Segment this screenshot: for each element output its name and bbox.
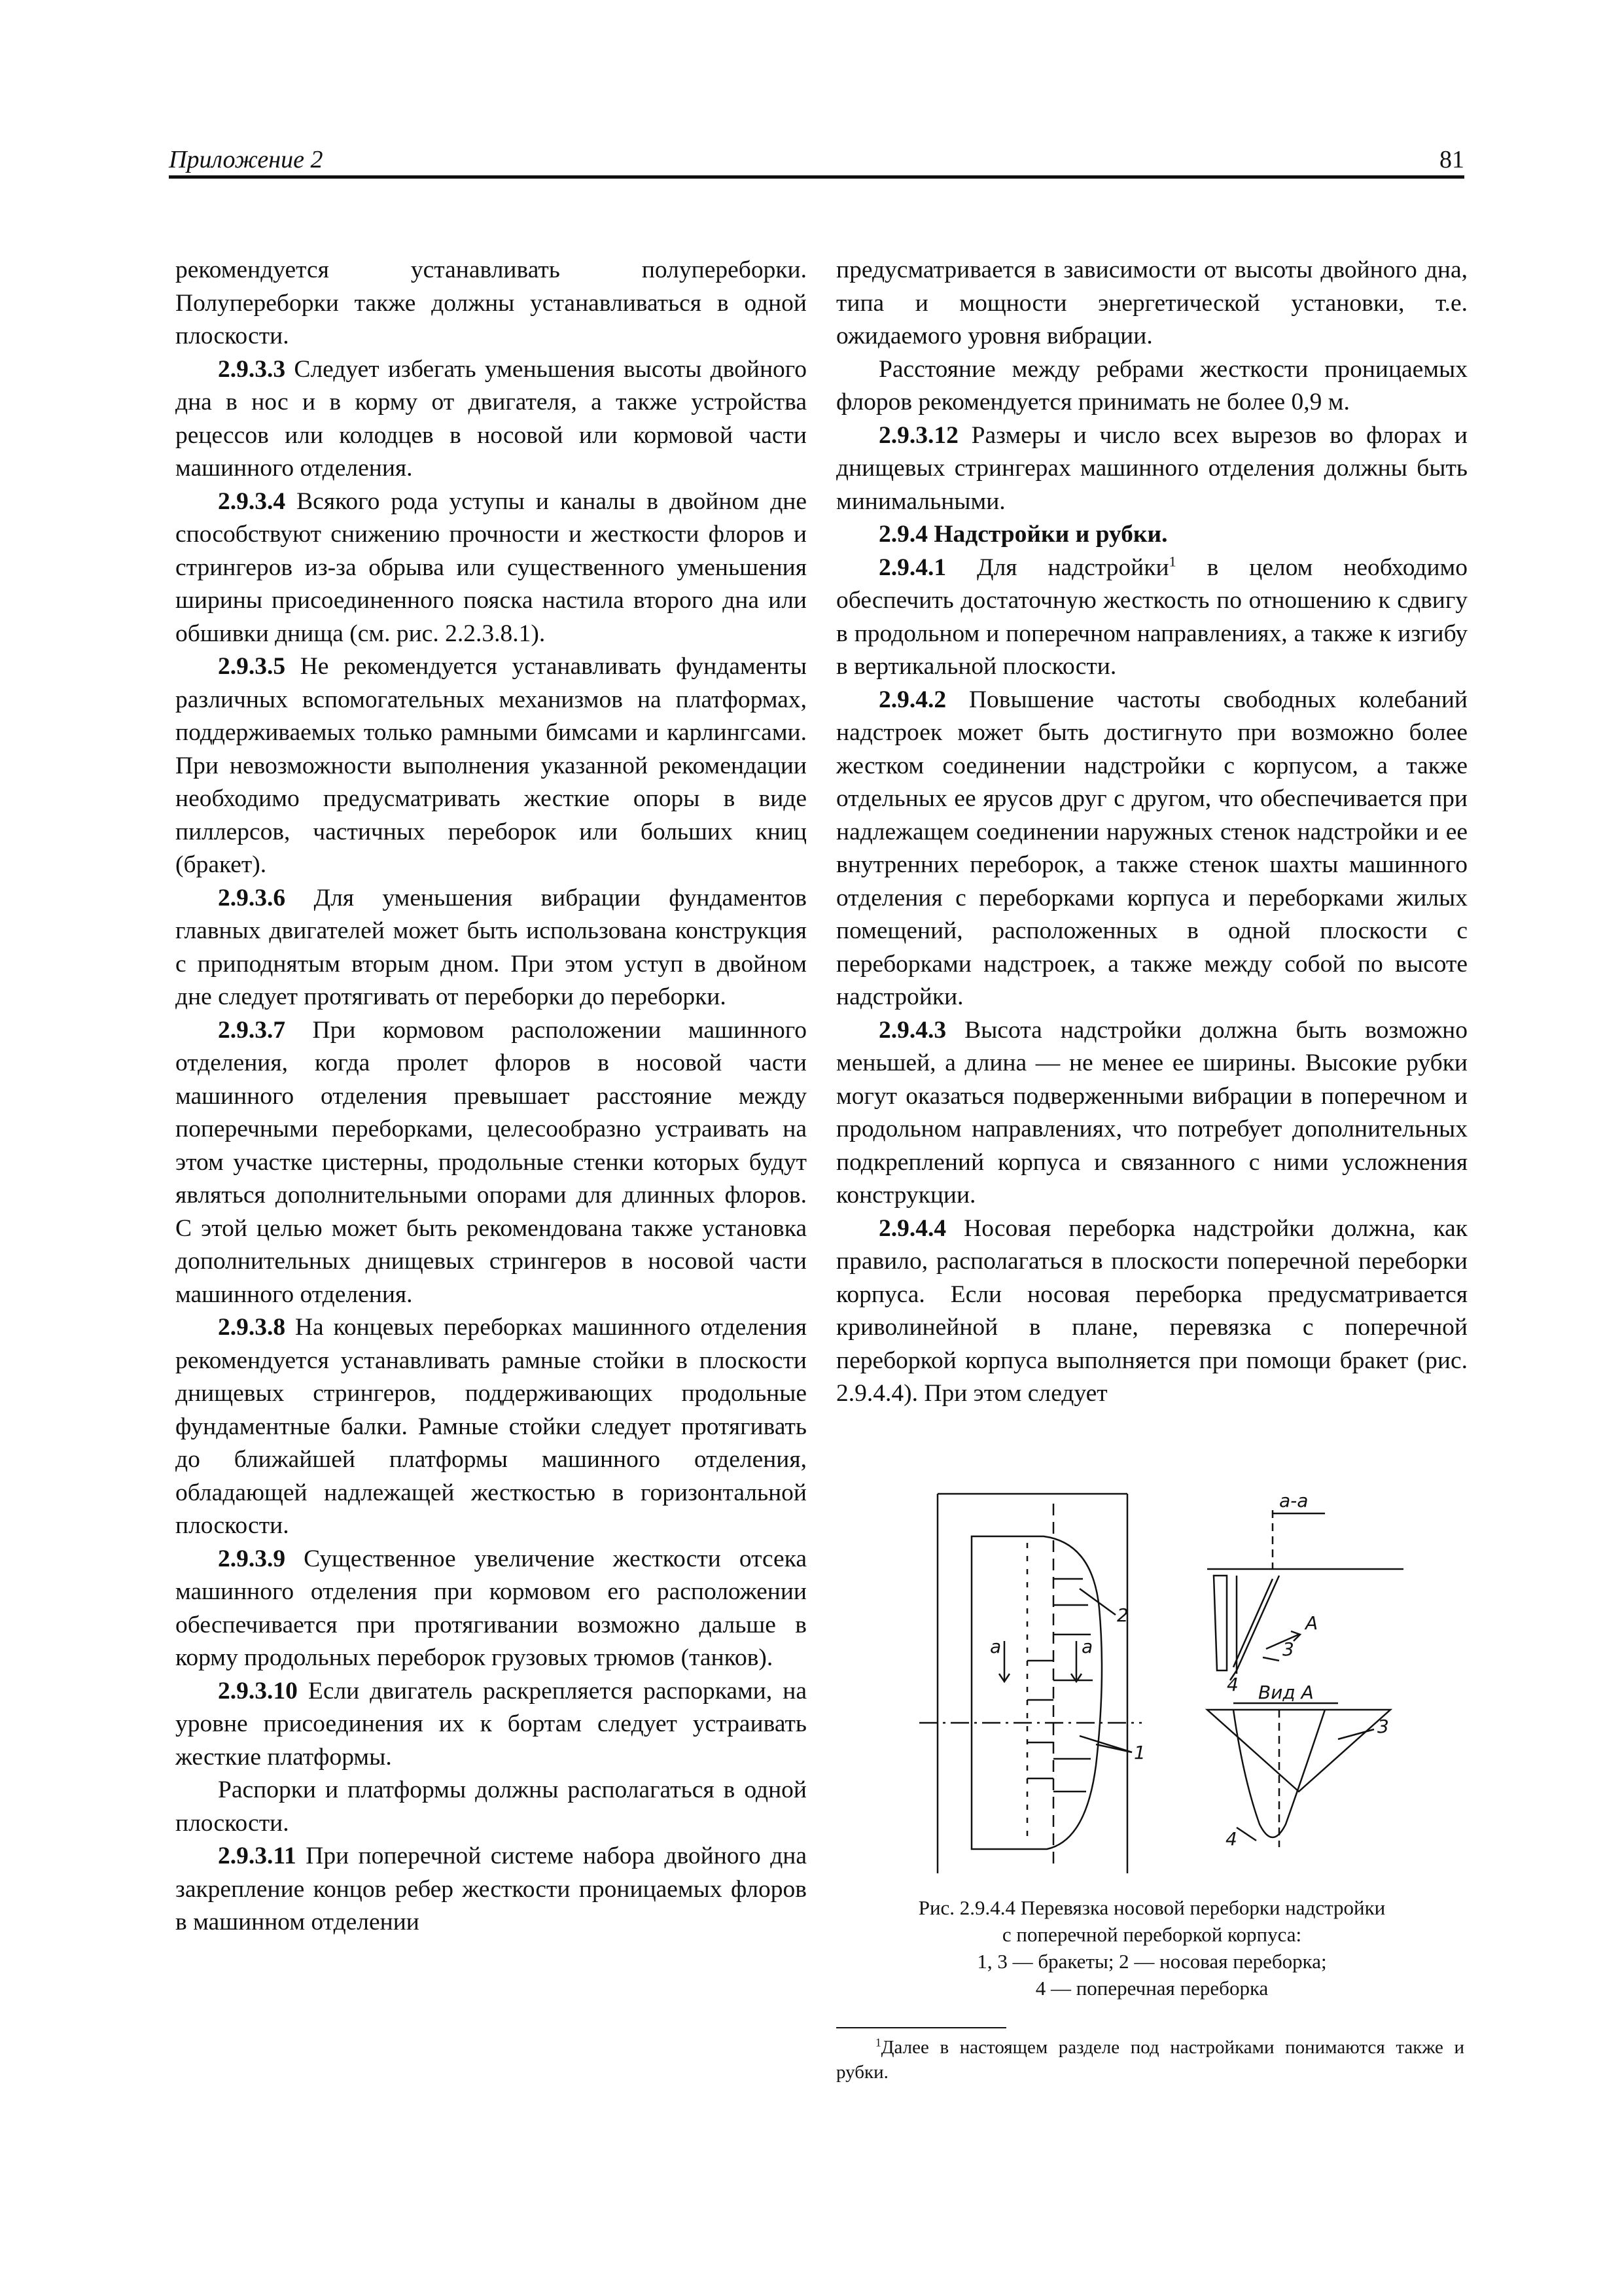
footnote — [836, 2035, 1464, 2085]
paragraph: 2.9.4.4 Носовая переборка надстройки должна, как правило, располагаться в плоскости поперечной переборки корпуса. Если носовая переборка предусматривается криволинейной в плане, перевязка с поперечной переборкой корпуса выполняется при помощи бракет (рис. 2.9.4.4). При этом следует — [836, 1214, 1468, 1407]
label-view: Вид А — [1258, 1682, 1314, 1703]
label-section: а-а — [1279, 1490, 1309, 1511]
paragraph: 2.9.3.4 Всякого рода уступы и каналы в двойном дне способствуют снижению прочности и жесткости флоров и стрингеров из-за обрыва или существенного уменьшения ширины присоединенного пояска настила второго дна или обшивки днища (см. рис. 2.2.3.8.1). — [175, 487, 807, 647]
page-number: 81 — [1439, 146, 1464, 173]
label-4b: 4 — [1225, 1828, 1237, 1850]
caption-line: с поперечной переборкой корпуса: — [1002, 1923, 1302, 1946]
footnote-ref: 1 — [1169, 553, 1176, 569]
paragraph: 2.9.3.10 Если двигатель раскрепляется распорками, на уровне присоединения их к бортам следует устраивать жесткие платформы. — [175, 1677, 807, 1771]
paragraph: 2.9.3.8 На концевых переборках машинного отделения рекомендуется устанавливать рамные стойки в плоскости днищевых стрингеров, поддерживающих продольные фундаментные балки. Рамные стойки следует протягивать до ближайшей платформы машинного отделения, обладающей надлежащей жесткостью в горизонтальной плоскости. — [175, 1314, 807, 1539]
header-title: Приложение 2 — [169, 146, 323, 173]
figure-caption — [836, 1894, 1468, 2002]
paragraph: 2.9.3.12 Размеры и число всех вырезов во флорах и днищевых стрингерах машинного отделения должны быть минимальными. — [836, 421, 1468, 515]
curved-bulkhead — [972, 1536, 1102, 1849]
left-column — [175, 254, 807, 1939]
paragraph: рекомендуется устанавливать полупереборки. Полупереборки также должны устанавливаться в одной плоскости. — [175, 256, 807, 349]
figure-drawing — [880, 1484, 1430, 1883]
header-rule — [169, 175, 1464, 179]
caption-line: 1, 3 — бракеты; 2 — носовая переборка; — [977, 1950, 1327, 1973]
paragraph: 2.9.3.7 При кормовом расположении машинного отделения, когда пролет флоров в носовой части машинного отделения превышает расстояние между поперечными переборками, целесообразно устраивать на этом участке цистерны, продольные стенки которых будут являться дополнительными опорами для длинных флоров. С этой целью может быть рекомендована также установка дополнительных днищевых стрингеров в носовой части машинного отделения. — [175, 1016, 807, 1308]
footnote-rule — [836, 2027, 1006, 2028]
section-heading: 2.9.4 Надстройки и рубки. — [879, 521, 1168, 548]
paragraph: предусматривается в зависимости от высоты двойного дна, типа и мощности энергетической установки, т.е. ожидаемого уровня вибрации. — [836, 256, 1468, 349]
paragraph: 2.9.3.9 Существенное увеличение жесткости отсека машинного отделения при кормовом его расположении обеспечивается при протягивании возможно дальше в корму продольных переборок грузовых трюмов (танков). — [175, 1545, 807, 1671]
paragraph: Распорки и платформы должны располагаться в одной плоскости. — [175, 1776, 807, 1837]
paragraph: 2.9.3.3 Следует избегать уменьшения высоты двойного дна в нос и в корму от двигателя, а также устройства рецессов или колодцев в носовой или кормовой части машинного отделения. — [175, 355, 807, 482]
paragraph: 2.9.4.2 Повышение частоты свободных колебаний надстроек может быть достигнуто при возможно более жестком соединении надстройки с корпусом, а также отдельных ее ярусов друг с другом, что обеспечивается при надлежащем соединении наружных стенок надстройки и ее внутренних переборок, а также стенок шахты машинного отделения с переборками корпуса и переборками жилых помещений, расположенных в одной плоскости с переборками надстроек, а также между собой по высоте надстройки. — [836, 686, 1468, 1010]
label-3a: 3 — [1282, 1638, 1294, 1660]
paragraph: 2.9.4.3 Высота надстройки должна быть возможно меньшей, а длина — не менее ее ширины. Высокие рубки могут оказаться подверженными вибрации в поперечном и продольном направлениях, что потребует дополнительных подкреплений корпуса и связанного с ними усложнения конструкции. — [836, 1016, 1468, 1209]
label-1: 1 — [1134, 1742, 1146, 1763]
footnote-text: Далее в настоящем разделе под настройками понимаются также и рубки. — [836, 2037, 1464, 2083]
label-2: 2 — [1117, 1604, 1129, 1626]
paragraph: Расстояние между ребрами жесткости проницаемых флоров рекомендуется принимать не более 0,9 м. — [836, 355, 1468, 415]
label-a-left: а — [990, 1636, 1002, 1657]
paragraph: 2.9.3.5 Не рекомендуется устанавливать фундаменты различных вспомогательных механизмов на платформах, поддерживаемых только рамными бимсами и карлингсами. При невозможности выполнения указанной рекомендации необходимо предусматривать жесткие опоры в виде пиллерсов, частичных переборок или больших книц (бракет). — [175, 653, 807, 878]
running-header — [169, 145, 1464, 178]
paragraph: 2.9.3.6 Для уменьшения вибрации фундаментов главных двигателей может быть использована конструкция с приподнятым вторым дном. При этом уступ в двойном дне следует протягивать от переборки до переборки. — [175, 884, 807, 1010]
paragraph: 2.9.4.1 Для надстройки$^1$ в целом необходимо обеспечить достаточную жесткость по отношению к сдвигу в продольном и поперечном направлениях, а также к изгибу в вертикальной плоскости. — [836, 553, 1468, 680]
footnote-mark: 1 — [875, 2036, 881, 2049]
right-column — [836, 254, 1468, 1411]
paragraph: 2.9.3.11 При поперечной системе набора двойного дна закрепление концов ребер жесткости проницаемых флоров в машинном отделении — [175, 1843, 807, 1935]
label-4a: 4 — [1227, 1674, 1239, 1695]
caption-line: Рис. 2.9.4.4 Перевязка носовой переборки надстройки — [918, 1896, 1386, 1919]
label-arrow: А — [1305, 1612, 1318, 1634]
caption-line: 4 — поперечная переборка — [1035, 1977, 1269, 2000]
label-3b: 3 — [1377, 1716, 1389, 1737]
label-a-right: а — [1082, 1636, 1093, 1657]
